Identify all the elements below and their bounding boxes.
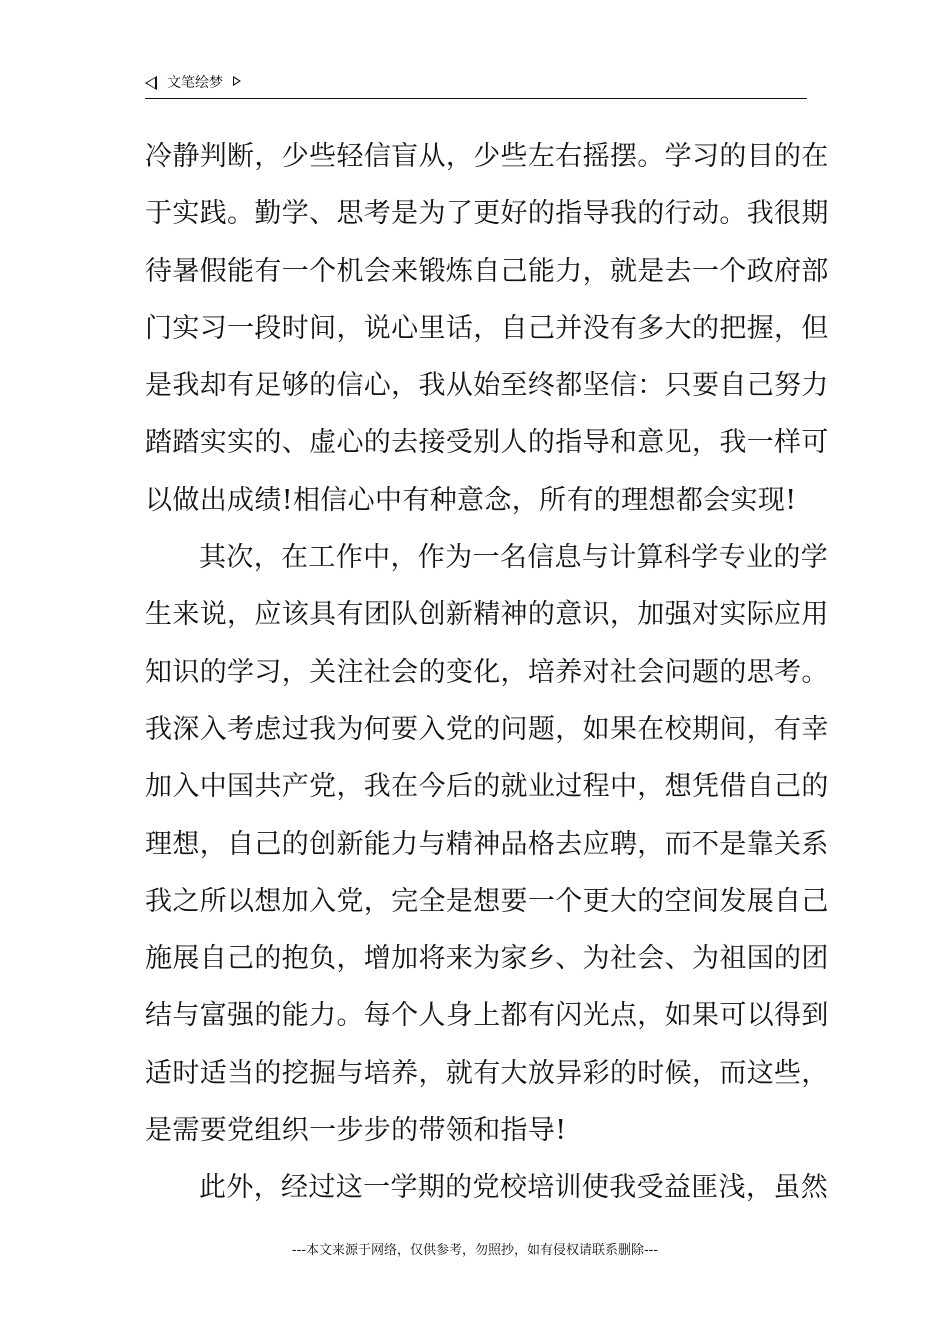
body-line: 以做出成绩!相信心中有种意念，所有的理想都会实现!: [145, 484, 797, 516]
body-line: 理想，自己的创新能力与精神品格去应聘，而不是靠关系: [145, 828, 829, 860]
paragraph-start-line: 其次，在工作中，作为一名信息与计算科学专业的学: [199, 542, 829, 574]
body-line: 生来说，应该具有团队创新精神的意识，加强对实际应用: [145, 599, 829, 631]
body-line: 施展自己的抱负，增加将来为家乡、为社会、为祖国的团: [145, 943, 829, 975]
footer-notice: ---本文来源于网络，仅供参考，勿照抄，如有侵权请联系删除---: [291, 1243, 659, 1258]
body-line: 我之所以想加入党，完全是想要一个更大的空间发展自己: [145, 885, 829, 917]
body-line: 门实习一段时间，说心里话，自己并没有多大的把握，但: [145, 312, 829, 344]
body-line: 于实践。勤学、思考是为了更好的指导我的行动。我很期: [145, 198, 829, 230]
body-line: 待暑假能有一个机会来锻炼自己能力，就是去一个政府部: [145, 255, 829, 287]
body-line: 知识的学习，关注社会的变化，培养对社会问题的思考。: [145, 656, 829, 688]
body-line: 加入中国共产党，我在今后的就业过程中，想凭借自己的: [145, 771, 829, 803]
brand-name: 文笔绘梦: [167, 75, 223, 91]
document-body: [145, 128, 829, 1217]
body-line: 冷静判断，少些轻信盲从，少些左右摇摆。学习的目的在: [145, 141, 829, 172]
body-line: 适时适当的挖掘与培养，就有大放异彩的时候，而这些，: [145, 1057, 829, 1089]
right-triangle-icon: [233, 76, 241, 86]
page-header: [145, 72, 807, 99]
paragraph-start-line: 此外，经过这一学期的党校培训使我受益匪浅，虽然: [199, 1172, 829, 1204]
body-line: 我深入考虑过我为何要入党的问题，如果在校期间，有幸: [145, 713, 829, 745]
left-triangle-icon: [145, 76, 157, 90]
body-line: 踏踏实实的、虚心的去接受别人的指导和意见，我一样可: [145, 427, 829, 459]
body-line: 是需要党组织一步步的带领和指导!: [145, 1115, 567, 1147]
body-line: 结与富强的能力。每个人身上都有闪光点，如果可以得到: [145, 1000, 829, 1032]
body-line: 是我却有足够的信心，我从始至终都坚信：只要自己努力: [145, 370, 829, 402]
